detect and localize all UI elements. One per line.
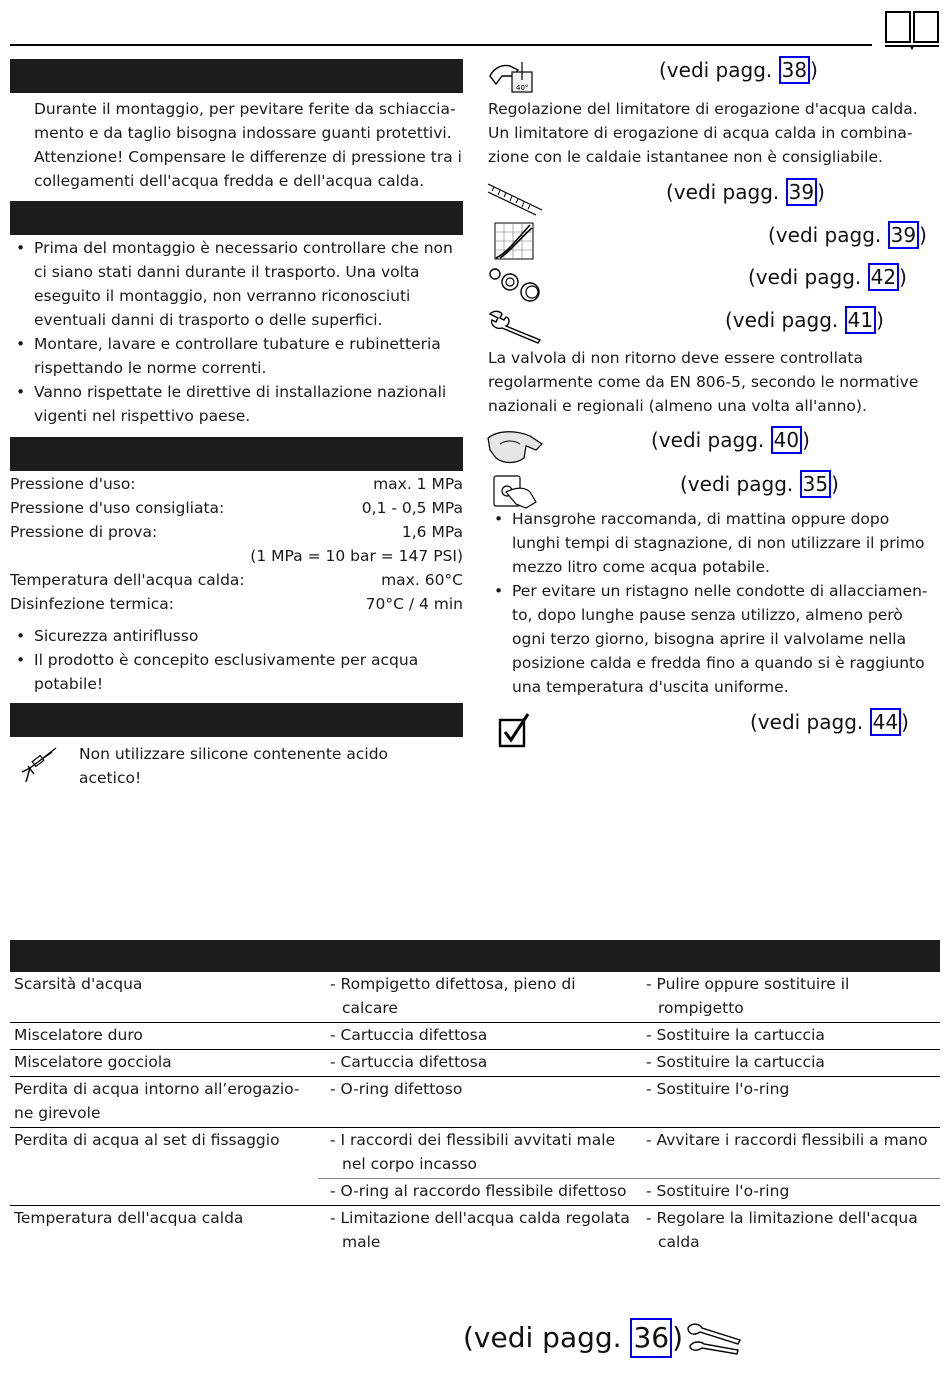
list-item: • Il prodotto è concepito esclusivamente per acqua potabile! — [10, 648, 463, 696]
cause-cell: - Cartuccia difettosa — [318, 1023, 634, 1050]
cause-cell: - O-ring difettoso — [318, 1077, 634, 1128]
hand-lever-icon — [492, 470, 538, 510]
remedy-cell: - Regolare la limitazione dell'acqua calda — [646, 1209, 918, 1251]
flow-graph-icon — [494, 222, 534, 260]
page-link-39[interactable]: 39 — [786, 178, 817, 206]
remedy-cell: - Pulire oppure sostituire il rompigetto — [634, 972, 940, 1023]
spec-row: Disinfezione termica: 70°C / 4 min — [10, 595, 463, 613]
page-ref-39: (vedi pagg. 39 ) — [666, 180, 825, 204]
cleaning-hand-icon — [486, 428, 544, 466]
safety-text: Durante il montaggio, per pevitare ferite da schiaccia-mento e da taglio bisogna indossare guanti protettivi. Attenzione! Compensare le differenze di pressione tra i collegamenti dell'acqua fredda e dell'acqua calda. — [34, 100, 462, 190]
checkbox-icon — [498, 712, 532, 748]
page-ref-38: (vedi pagg. 38 ) — [659, 58, 818, 82]
table-row — [10, 1050, 940, 1077]
page-link-36[interactable]: 36 — [630, 1318, 672, 1358]
page-link-44[interactable]: 44 — [870, 708, 901, 736]
ruler-icon — [486, 180, 544, 216]
page-link-42[interactable]: 42 — [868, 263, 899, 291]
problem-cell: Miscelatore gocciola — [10, 1050, 318, 1077]
page-ref-39b: (vedi pagg. 39 ) — [768, 223, 927, 247]
remedy-cell: - Sostituire l'o-ring — [634, 1179, 940, 1206]
cause-cell: - I raccordi dei flessibili avvitati male nel corpo incasso — [318, 1128, 634, 1179]
list-item: • Sicurezza antiriflusso — [10, 624, 463, 648]
list-item: • Vanno rispettate le direttive di installazione nazionali vigenti nel rispettivo paese. — [10, 380, 463, 428]
page-link-38[interactable]: 38 — [779, 56, 810, 84]
section-bar-safety — [10, 59, 463, 93]
o-ring-parts-icon — [488, 266, 544, 302]
cause-cell: - Cartuccia difettosa — [318, 1050, 634, 1077]
valve-text: La valvola di non ritorno deve essere controllata regolarmente come da EN 806-5, secondo le normative nazionali e regionali (almeno una volta all'anno). — [488, 349, 919, 415]
page-ref-35: (vedi pagg. 35 ) — [680, 472, 839, 496]
troubleshooting-table — [10, 972, 940, 1256]
page-link-41[interactable]: 41 — [845, 306, 876, 334]
page-ref-40: (vedi pagg. 40 ) — [651, 428, 810, 452]
table-row — [10, 1023, 940, 1050]
page-link-35[interactable]: 35 — [800, 470, 831, 498]
table-row — [10, 1206, 940, 1257]
page-ref-44: (vedi pagg. 44 ) — [750, 710, 909, 734]
table-row — [10, 972, 940, 1023]
section-bar-installation — [10, 201, 463, 235]
page-ref-42: (vedi pagg. 42 ) — [748, 265, 907, 289]
problem-cell: Perdita di acqua al set di fissaggio — [10, 1128, 318, 1206]
wrench-icon — [486, 308, 544, 344]
spec-row: (1 MPa = 10 bar = 147 PSI) — [250, 547, 463, 565]
list-item: • Per evitare un ristagno nelle condotte di allacciamen-to, dopo lunghe pause senza utilizzo, almeno però ogni terzo giorno, bisogna aprire il valvolame nella posizione calda e fredda fino a quando si è raggiunto una temperatura d'uscita uniforme. — [488, 579, 940, 699]
remedy-cell: - Sostituire la cartuccia — [634, 1050, 940, 1077]
spec-row: Pressione di prova: 1,6 MPa — [10, 523, 463, 541]
cause-cell: - Limitazione dell'acqua calda regolata male — [330, 1209, 630, 1251]
list-item: • Prima del montaggio è necessario controllare che non ci siano stati danni durante il trasporto. Una volta eseguito il montaggio, non verranno riconosciuti eventuali danni di trasporto o delle superfici. — [10, 236, 463, 332]
spec-row: Pressione d'uso consigliata: 0,1 - 0,5 MPa — [10, 499, 463, 517]
list-item: • Hansgrohe raccomanda, di mattina oppure dopo lunghi tempi di stagnazione, di non utilizzare il primo mezzo litro come acqua potabile. — [488, 507, 940, 579]
remedy-cell: - Sostituire l'o-ring — [634, 1077, 940, 1128]
problem-cell: Miscelatore duro — [10, 1023, 318, 1050]
tools-icon — [684, 1320, 742, 1356]
troubleshooting-header-bar — [10, 940, 940, 972]
remedy-cell: - Avvitare i raccordi flessibili a mano — [634, 1128, 940, 1179]
header-rule — [10, 44, 872, 46]
spec-row: Pressione d'uso: max. 1 MPa — [10, 475, 463, 493]
problem-cell: Perdita di acqua intorno all’erogazio-ne girevole — [10, 1077, 318, 1128]
footer-page-ref: (vedi pagg. 36 ) — [463, 1318, 683, 1358]
book-icon — [884, 10, 940, 50]
problem-cell: Temperatura dell'acqua calda — [14, 1209, 244, 1227]
section-bar-technical-data — [10, 437, 463, 471]
list-item: • Montare, lavare e controllare tubature e rubinetteria rispettando le norme correnti. — [10, 332, 463, 380]
spec-row: Temperatura dell'acqua calda: max. 60°C — [10, 571, 463, 589]
thermometer-hand-icon — [488, 58, 536, 96]
page-link-40[interactable]: 40 — [771, 426, 802, 454]
features-list — [10, 624, 463, 696]
installation-list — [10, 236, 463, 428]
table-row — [10, 1077, 940, 1128]
problem-cell: Scarsità d'acqua — [10, 972, 318, 1023]
svg-text:40°: 40° — [516, 84, 529, 92]
page-ref-41: (vedi pagg. 41 ) — [725, 308, 884, 332]
limiter-text: Regolazione del limitatore di erogazione d'acqua calda. Un limitatore di erogazione di acqua calda in combina-zione con le caldaie istantanee non è consigliabile. — [488, 100, 918, 166]
remedy-cell: - Sostituire la cartuccia — [634, 1023, 940, 1050]
section-bar-note — [10, 703, 463, 737]
water-advice-list — [488, 507, 940, 699]
cause-cell: - Rompigetto difettosa, pieno di calcare — [318, 972, 634, 1023]
silicone-note: Non utilizzare silicone contenente acido acetico! — [79, 745, 389, 787]
page-link-39b[interactable]: 39 — [888, 221, 919, 249]
silicone-gun-icon — [16, 746, 60, 784]
cause-cell: - O-ring al raccordo flessibile difettoso — [318, 1179, 634, 1206]
table-row — [10, 1128, 940, 1179]
